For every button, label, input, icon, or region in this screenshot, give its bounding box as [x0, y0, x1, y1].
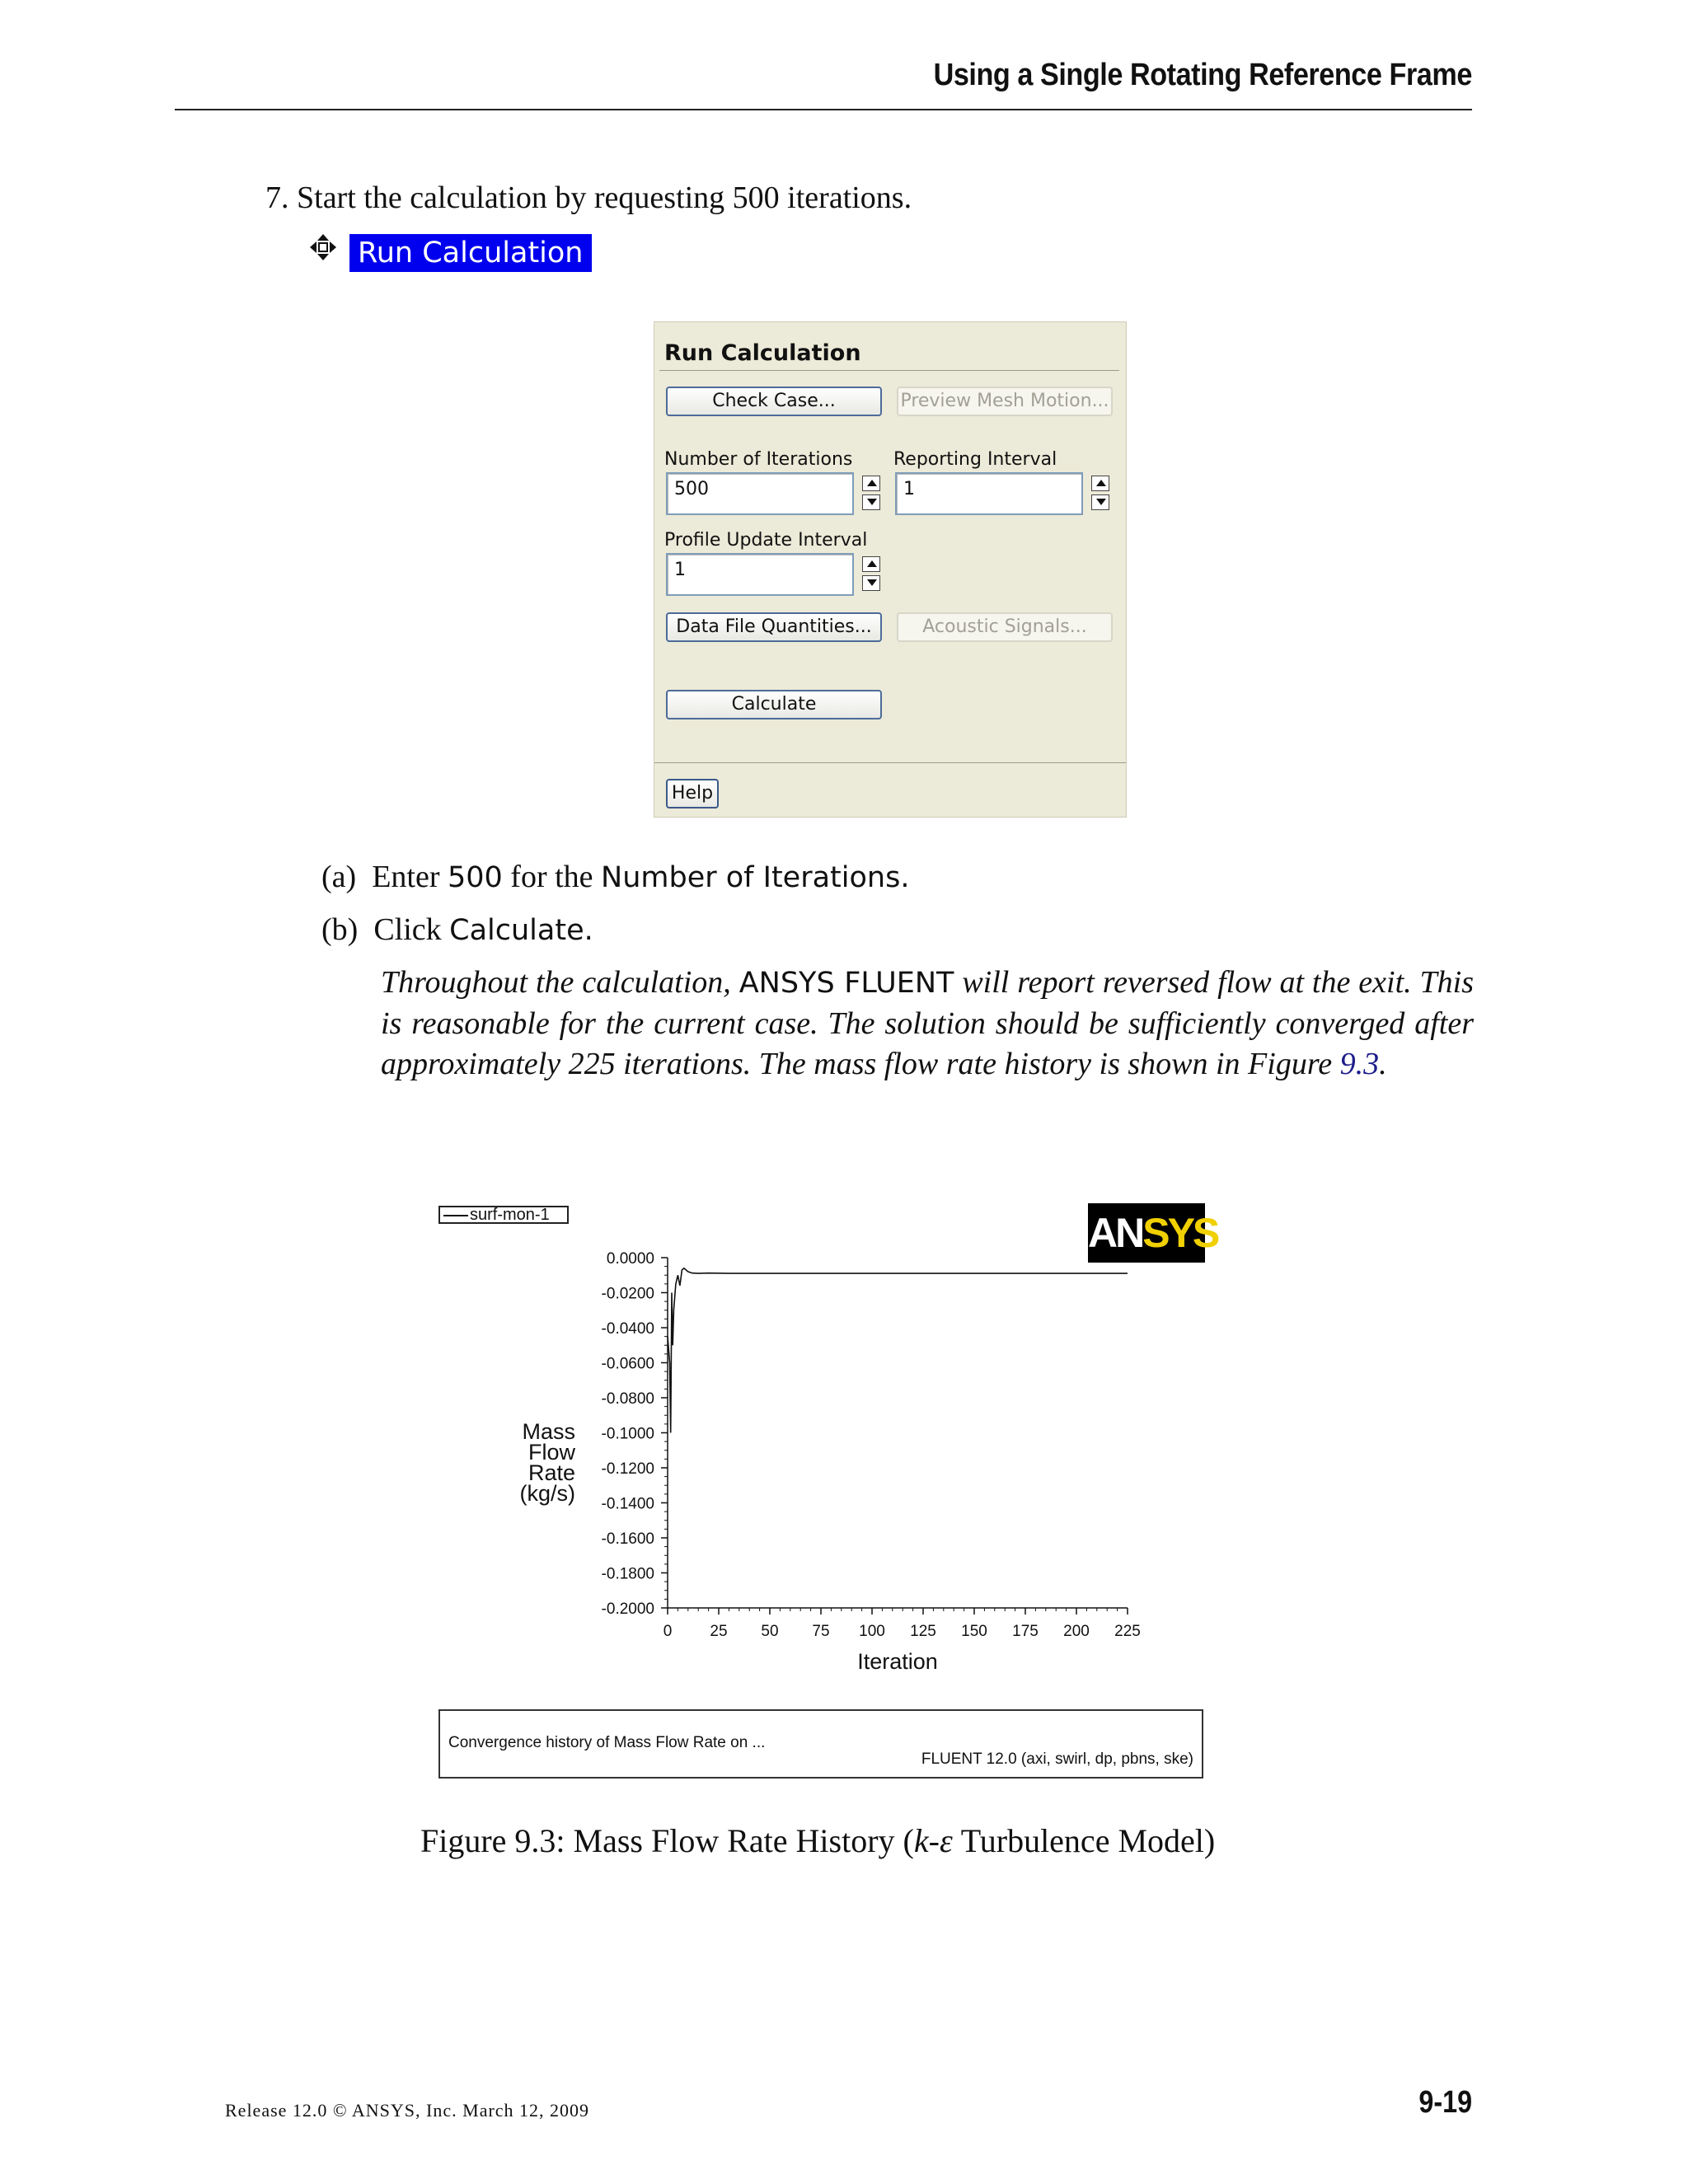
profile-update-label: Profile Update Interval: [664, 530, 868, 551]
plot-ticks: [520, 1250, 1141, 1674]
help-button[interactable]: Help: [666, 779, 719, 808]
caption-left: Convergence history of Mass Flow Rate on ...: [448, 1734, 766, 1751]
legend-line-swatch: [443, 1215, 468, 1216]
x-tick-label: 25: [710, 1623, 728, 1640]
y-tick-label: -0.2000: [601, 1601, 654, 1618]
acoustic-signals-button[interactable]: Acoustic Signals...: [897, 612, 1113, 642]
plot-axes: [668, 1258, 1128, 1608]
profile-update-input[interactable]: 1: [666, 553, 854, 596]
calculate-button[interactable]: Calculate: [666, 690, 882, 719]
field-name: Number of Iterations: [601, 861, 901, 894]
y-tick-label: 0.0000: [606, 1250, 654, 1268]
preview-mesh-motion-button[interactable]: Preview Mesh Motion...: [897, 387, 1113, 416]
model-symbol: k-ε: [913, 1822, 953, 1859]
button-name: Calculate: [449, 914, 584, 947]
num-iterations-label: Number of Iterations: [664, 449, 853, 470]
substep-marker: (a): [321, 860, 357, 894]
footer-release: Release 12.0 © ANSYS, Inc. March 12, 2009: [225, 2100, 590, 2121]
x-tick-label: 75: [812, 1623, 830, 1640]
x-tick-label: 175: [1012, 1623, 1039, 1640]
page-number: 9-19: [1418, 2085, 1472, 2120]
x-tick-label: 225: [1114, 1623, 1141, 1640]
substep-b: (b) Click Calculate.: [321, 912, 593, 947]
iterations-value: 500: [447, 861, 503, 894]
y-tick-label: -0.0800: [601, 1390, 654, 1408]
figure-reference-link[interactable]: 9.3: [1339, 1047, 1380, 1081]
step-text: Start the calculation by requesting 500 iterations.: [297, 180, 912, 215]
substep-text: Click: [373, 912, 442, 947]
substep-marker: (b): [321, 912, 359, 947]
y-tick-label: -0.1600: [601, 1530, 654, 1548]
legend-entry: surf-mon-1: [470, 1206, 550, 1224]
y-axis-title-line: Mass: [522, 1419, 575, 1444]
y-tick-label: -0.0600: [601, 1355, 654, 1373]
substep-a: (a) Enter 500 for the Number of Iterations.: [321, 860, 910, 894]
x-tick-label: 150: [961, 1623, 987, 1640]
product-name: ANSYS FLUENT: [738, 967, 954, 1000]
y-axis-title-line: Flow: [528, 1440, 575, 1465]
y-tick-label: -0.1400: [601, 1495, 654, 1513]
y-tick-label: -0.1000: [601, 1425, 654, 1443]
explanation-paragraph: Throughout the calculation, ANSYS FLUENT will report reversed flow at the exit. This is reasonable for the current case. The solution should be sufficiently converged after approximately 225 iterations. The mass flow rate history is shown in Figure 9.3.: [381, 965, 1475, 1081]
plot-series: [668, 1268, 1128, 1433]
chart-caption-box: [438, 1709, 1203, 1779]
run-calculation-link[interactable]: Run Calculation: [349, 234, 592, 272]
substep-text: Enter: [372, 860, 440, 894]
step-number: 7.: [265, 180, 289, 215]
reporting-interval-input[interactable]: 1: [895, 472, 1083, 515]
y-tick-label: -0.1800: [601, 1565, 654, 1583]
data-file-quantities-button[interactable]: Data File Quantities...: [666, 612, 882, 642]
y-tick-label: -0.0400: [601, 1320, 654, 1338]
series-line: [668, 1268, 1128, 1433]
header-title: Using a Single Rotating Reference Frame: [933, 58, 1472, 92]
x-axis-title: Iteration: [857, 1649, 938, 1674]
reporting-interval-label: Reporting Interval: [893, 449, 1057, 470]
x-tick-label: 200: [1063, 1623, 1090, 1640]
substep-text: for the: [510, 860, 593, 894]
y-tick-label: -0.0200: [601, 1285, 654, 1303]
dialog-title: Run Calculation: [664, 340, 861, 366]
y-axis-title-line: (kg/s): [519, 1481, 575, 1506]
x-tick-label: 50: [761, 1623, 779, 1640]
check-case-button[interactable]: Check Case...: [666, 387, 882, 416]
ansys-logo: ANSYS: [1088, 1203, 1205, 1263]
x-tick-label: 100: [859, 1623, 885, 1640]
num-iterations-input[interactable]: 500: [666, 472, 854, 515]
y-axis-title-line: Rate: [528, 1460, 575, 1485]
x-tick-label: 0: [663, 1623, 673, 1640]
chart-legend: [438, 1206, 569, 1224]
y-tick-label: -0.1200: [601, 1460, 654, 1478]
figure-caption: Figure 9.3: Mass Flow Rate History (k-ε Turbulence Model): [420, 1822, 1216, 1859]
caption-right: FLUENT 12.0 (axi, swirl, dp, pbns, ske): [921, 1750, 1193, 1768]
x-tick-label: 125: [910, 1623, 936, 1640]
